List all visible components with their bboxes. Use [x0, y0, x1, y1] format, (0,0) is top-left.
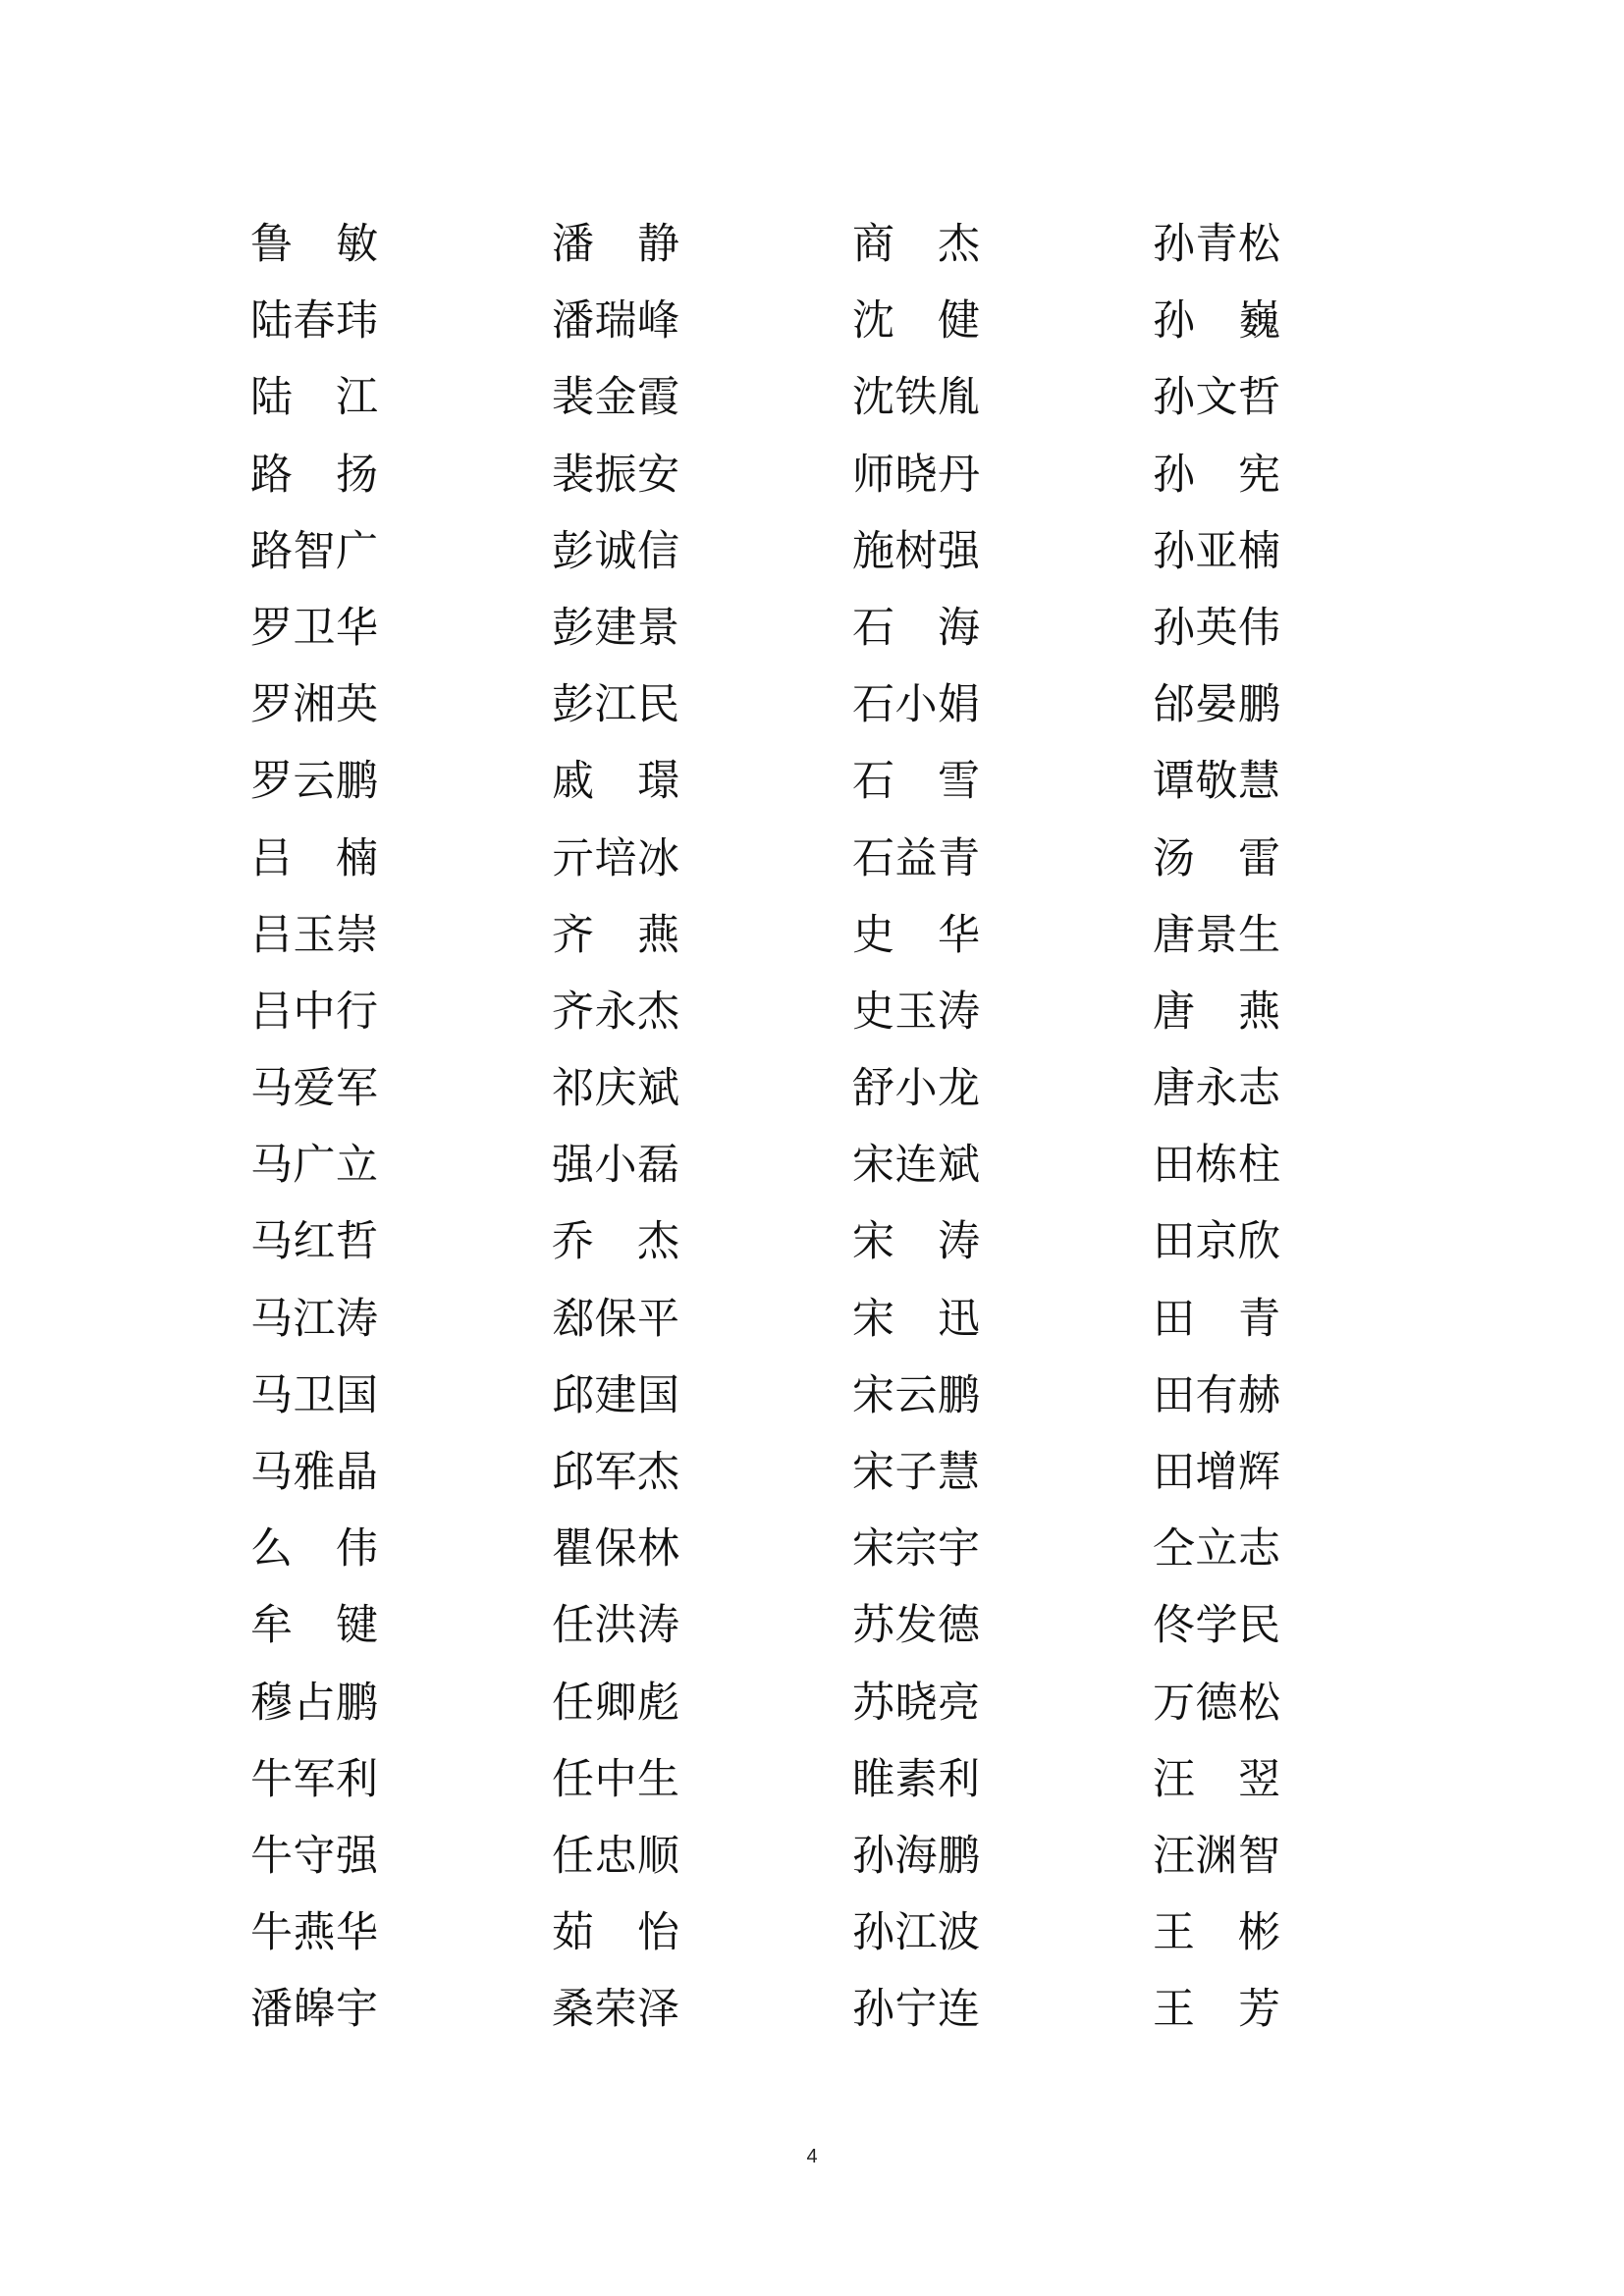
name-entry: 桑荣泽 [552, 1985, 679, 2035]
name-entry: 田京欣 [1153, 1217, 1280, 1267]
name-entry: 唐 燕 [1153, 987, 1280, 1037]
name-entry: 石小娟 [852, 680, 980, 730]
name-entry: 马卫国 [250, 1370, 378, 1420]
name-entry: 沈 健 [852, 296, 980, 347]
page-number: 4 [806, 2146, 818, 2167]
name-entry: 路智广 [250, 526, 378, 576]
name-entry: 王 芳 [1153, 1985, 1280, 2035]
name-entry: 孙英伟 [1153, 603, 1280, 653]
name-entry: 宋宗宇 [852, 1524, 980, 1575]
name-entry: 宋 迅 [852, 1294, 980, 1344]
name-entry: 孙海鹏 [852, 1831, 980, 1881]
name-entry: 石 海 [852, 603, 980, 653]
name-entry: 乔 杰 [552, 1217, 679, 1267]
name-entry: 罗卫华 [250, 603, 378, 653]
name-entry: 孙 巍 [1153, 296, 1280, 347]
name-entry: 亓培冰 [552, 833, 679, 883]
name-entry: 邰晏鹏 [1153, 680, 1280, 730]
name-entry: 吕 楠 [250, 833, 378, 883]
name-entry: 史玉涛 [852, 987, 980, 1037]
name-entry: 孙 宪 [1153, 450, 1280, 500]
name-entry: 齐 燕 [552, 910, 679, 960]
name-entry: 孙青松 [1153, 220, 1280, 269]
name-entry: 孙亚楠 [1153, 526, 1280, 576]
name-entry: 马爱军 [250, 1064, 378, 1114]
name-entry: 王 彬 [1153, 1908, 1280, 1958]
name-entry: 宋子慧 [852, 1448, 980, 1497]
name-entry: 仝立志 [1153, 1524, 1280, 1575]
name-entry: 牟 键 [250, 1601, 378, 1651]
name-entry: 牛军利 [250, 1754, 378, 1804]
name-entry: 罗湘英 [250, 680, 378, 730]
name-entry: 彭诚信 [552, 526, 679, 576]
name-entry: 舒小龙 [852, 1064, 980, 1114]
name-entry: 裴振安 [552, 450, 679, 500]
name-entry: 彭建景 [552, 603, 679, 653]
name-entry: 孙宁连 [852, 1985, 980, 2035]
name-entry: 茹 怡 [552, 1908, 679, 1958]
name-entry: 任卿彪 [552, 1678, 679, 1728]
name-entry: 孙文哲 [1153, 373, 1280, 423]
name-entry: 潘瑞峰 [552, 296, 679, 347]
name-entry: 吕玉崇 [250, 910, 378, 960]
name-list [250, 206, 1389, 2049]
name-entry: 牛燕华 [250, 1908, 378, 1958]
name-entry: 马红哲 [250, 1217, 378, 1267]
name-entry: 鲁 敏 [250, 220, 378, 269]
name-entry: 罗云鹏 [250, 757, 378, 807]
name-entry: 潘 静 [552, 220, 679, 269]
name-entry: 孙江波 [852, 1908, 980, 1958]
name-entry: 彭江民 [552, 680, 679, 730]
name-entry: 田有赫 [1153, 1370, 1280, 1420]
name-entry: 汪渊智 [1153, 1831, 1280, 1881]
name-entry: 田 青 [1153, 1294, 1280, 1344]
name-entry: 穆占鹏 [250, 1678, 378, 1728]
name-entry: 任中生 [552, 1754, 679, 1804]
name-entry: 陆 江 [250, 373, 378, 423]
name-entry: 任洪涛 [552, 1601, 679, 1651]
name-entry: 施树强 [852, 526, 980, 576]
name-entry: 吕中行 [250, 987, 378, 1037]
name-entry: 苏发德 [852, 1601, 980, 1651]
name-entry: 宋连斌 [852, 1141, 980, 1191]
name-entry: 瞿保林 [552, 1524, 679, 1575]
name-entry: 石益青 [852, 833, 980, 883]
name-entry: 谭敬慧 [1153, 757, 1280, 807]
name-entry: 邱建国 [552, 1370, 679, 1420]
name-entry: 汪 翌 [1153, 1754, 1280, 1804]
name-entry: 苏晓亮 [852, 1678, 980, 1728]
name-entry: 睢素利 [852, 1754, 980, 1804]
name-entry: 唐景生 [1153, 910, 1280, 960]
name-entry: 戚 璟 [552, 757, 679, 807]
name-entry: 马雅晶 [250, 1448, 378, 1497]
name-entry: 强小磊 [552, 1141, 679, 1191]
name-entry: 唐永志 [1153, 1064, 1280, 1114]
name-entry: 裴金霞 [552, 373, 679, 423]
name-entry: 佟学民 [1153, 1601, 1280, 1651]
name-entry: 师晓丹 [852, 450, 980, 500]
name-entry: 潘皞宇 [250, 1985, 378, 2035]
name-entry: 牛守强 [250, 1831, 378, 1881]
name-entry: 田栋柱 [1153, 1141, 1280, 1191]
name-entry: 邱军杰 [552, 1448, 679, 1497]
name-entry: 沈铁胤 [852, 373, 980, 423]
name-entry: 么 伟 [250, 1524, 378, 1575]
name-entry: 石 雪 [852, 757, 980, 807]
name-entry: 宋云鹏 [852, 1370, 980, 1420]
name-entry: 商 杰 [852, 220, 980, 269]
name-entry: 齐永杰 [552, 987, 679, 1037]
name-entry: 任忠顺 [552, 1831, 679, 1881]
name-entry: 郄保平 [552, 1294, 679, 1344]
name-entry: 田增辉 [1153, 1448, 1280, 1497]
name-entry: 马江涛 [250, 1294, 378, 1344]
name-entry: 陆春玮 [250, 296, 378, 347]
name-entry: 马广立 [250, 1141, 378, 1191]
name-entry: 宋 涛 [852, 1217, 980, 1267]
name-entry: 祁庆斌 [552, 1064, 679, 1114]
name-entry: 万德松 [1153, 1678, 1280, 1728]
name-entry: 史 华 [852, 910, 980, 960]
name-entry: 汤 雷 [1153, 833, 1280, 883]
name-entry: 路 扬 [250, 450, 378, 500]
